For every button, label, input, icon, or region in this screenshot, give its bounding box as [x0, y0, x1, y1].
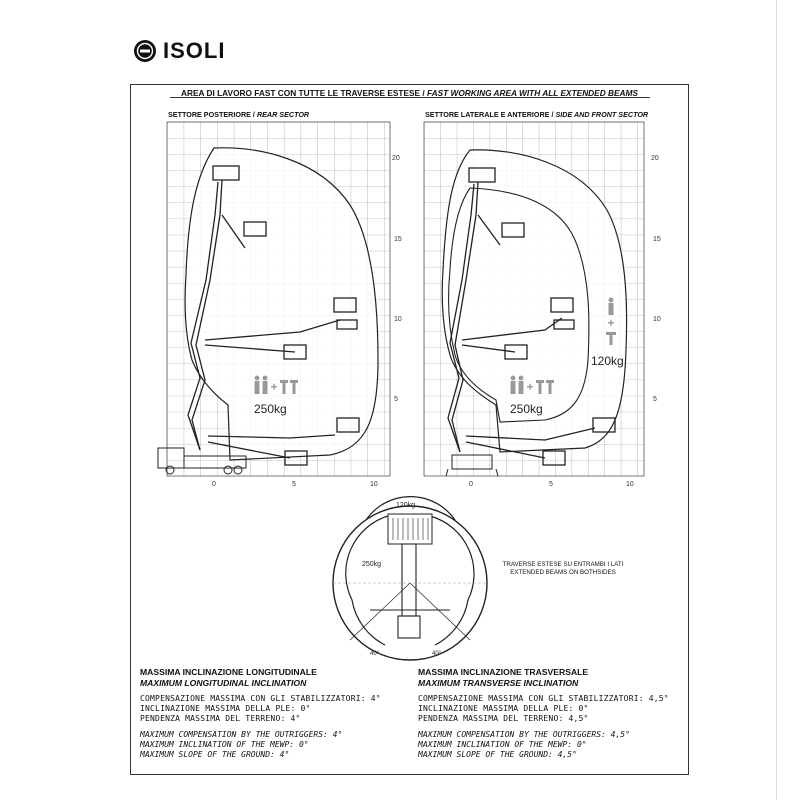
- plan-label-left: 250kg: [362, 561, 382, 568]
- rear-y-tick: 10: [394, 316, 402, 323]
- side-sector-title-en: SIDE AND FRONT SECTOR: [555, 110, 649, 119]
- side-load-label-2: 120kg: [591, 354, 624, 368]
- rear-y-tick: 20: [392, 155, 400, 162]
- side-sector-title: SETTORE LATERALE E ANTERIORE / SIDE AND FRONT SECTOR: [425, 110, 649, 119]
- longitudinal-line-it: COMPENSAZIONE MASSIMA CON GLI STABILIZZATORI: 4°: [140, 694, 381, 703]
- page-title-it: AREA DI LAVORO FAST CON TUTTE LE TRAVERSE ESTESE: [181, 88, 421, 98]
- longitudinal-line-it: INCLINAZIONE MASSIMA DELLA PLE: 0°: [140, 704, 311, 713]
- transverse-title: MASSIMA INCLINAZIONE TRASVERSALE: [418, 667, 589, 677]
- transverse-line-en: MAXIMUM COMPENSATION BY THE OUTRIGGERS: 4,5°: [418, 730, 630, 739]
- plan-note-en: EXTENDED BEAMS ON BOTHSIDES: [510, 569, 616, 576]
- transverse-line-en: MAXIMUM SLOPE OF THE GROUND: 4,5°: [418, 750, 577, 759]
- plan-view-diagram: [333, 497, 487, 660]
- rear-sector-title-en: REAR SECTOR: [256, 110, 310, 119]
- longitudinal-line-en: MAXIMUM COMPENSATION BY THE OUTRIGGERS: 4°: [140, 730, 343, 739]
- longitudinal-section: [140, 667, 381, 760]
- page-title-en: FAST WORKING AREA WITH ALL EXTENDED BEAMS: [427, 88, 638, 98]
- side-load-label: 250kg: [510, 402, 543, 416]
- longitudinal-subtitle: MAXIMUM LONGITUDINAL INCLINATION: [140, 678, 307, 688]
- side-y-tick: 10: [653, 316, 661, 323]
- plan-angle-right: 40°: [432, 651, 442, 657]
- page-title-separator: /: [420, 88, 428, 98]
- plan-angle-line-left: [350, 583, 410, 640]
- plan-note: [478, 561, 648, 577]
- side-y-tick: 20: [651, 155, 659, 162]
- side-sector-title-it: SETTORE LATERALE E ANTERIORE: [425, 110, 550, 119]
- transverse-subtitle: MAXIMUM TRANSVERSE INCLINATION: [418, 678, 579, 688]
- plan-angle-line-right: [410, 583, 470, 640]
- side-x-tick: 0: [469, 481, 473, 488]
- transverse-line-it: PENDENZA MASSIMA DEL TERRENO: 4,5°: [418, 714, 589, 723]
- plan-label-top: 120kg: [396, 502, 416, 509]
- side-x-tick: 10: [626, 481, 634, 488]
- plan-basket-frame: [388, 514, 432, 544]
- side-y-tick: 5: [653, 396, 657, 403]
- longitudinal-line-en: MAXIMUM SLOPE OF THE GROUND: 4°: [140, 750, 290, 759]
- rear-sector-title: SETTORE POSTERIORE / REAR SECTOR: [168, 110, 310, 119]
- transverse-line-it: COMPENSAZIONE MASSIMA CON GLI STABILIZZATORI: 4,5°: [418, 694, 669, 703]
- rear-x-tick: 0: [212, 481, 216, 488]
- rear-load-label: 250kg: [254, 402, 287, 416]
- rear-x-tick: 5: [292, 481, 296, 488]
- plan-boom: [402, 544, 416, 616]
- rear-x-tick: 10: [370, 481, 378, 488]
- rear-sector-title-it: SETTORE POSTERIORE: [168, 110, 251, 119]
- longitudinal-line-en: MAXIMUM INCLINATION OF THE MEWP: 0°: [140, 740, 309, 749]
- plan-angle-left: 40°: [370, 651, 380, 657]
- rear-y-tick: 5: [394, 396, 398, 403]
- transverse-section: [418, 667, 669, 760]
- longitudinal-title: MASSIMA INCLINAZIONE LONGITUDINALE: [140, 667, 317, 677]
- rear-y-tick: 15: [394, 236, 402, 243]
- side-y-tick: 15: [653, 236, 661, 243]
- plan-left-arc: [346, 516, 388, 645]
- transverse-line-it: INCLINAZIONE MASSIMA DELLA PLE: 0°: [418, 704, 589, 713]
- longitudinal-line-it: PENDENZA MASSIMA DEL TERRENO: 4°: [140, 714, 301, 723]
- transverse-line-en: MAXIMUM INCLINATION OF THE MEWP: 0°: [418, 740, 587, 749]
- plan-chassis: [398, 616, 420, 638]
- plan-right-arc: [430, 516, 474, 645]
- side-x-tick: 5: [549, 481, 553, 488]
- brand-name: ISOLI: [163, 38, 226, 63]
- side-sector-chart: [424, 122, 661, 488]
- plan-note-it: TRAVERSE ESTESE SU ENTRAMBI I LATI: [502, 561, 624, 568]
- rear-sector-chart: [158, 122, 402, 488]
